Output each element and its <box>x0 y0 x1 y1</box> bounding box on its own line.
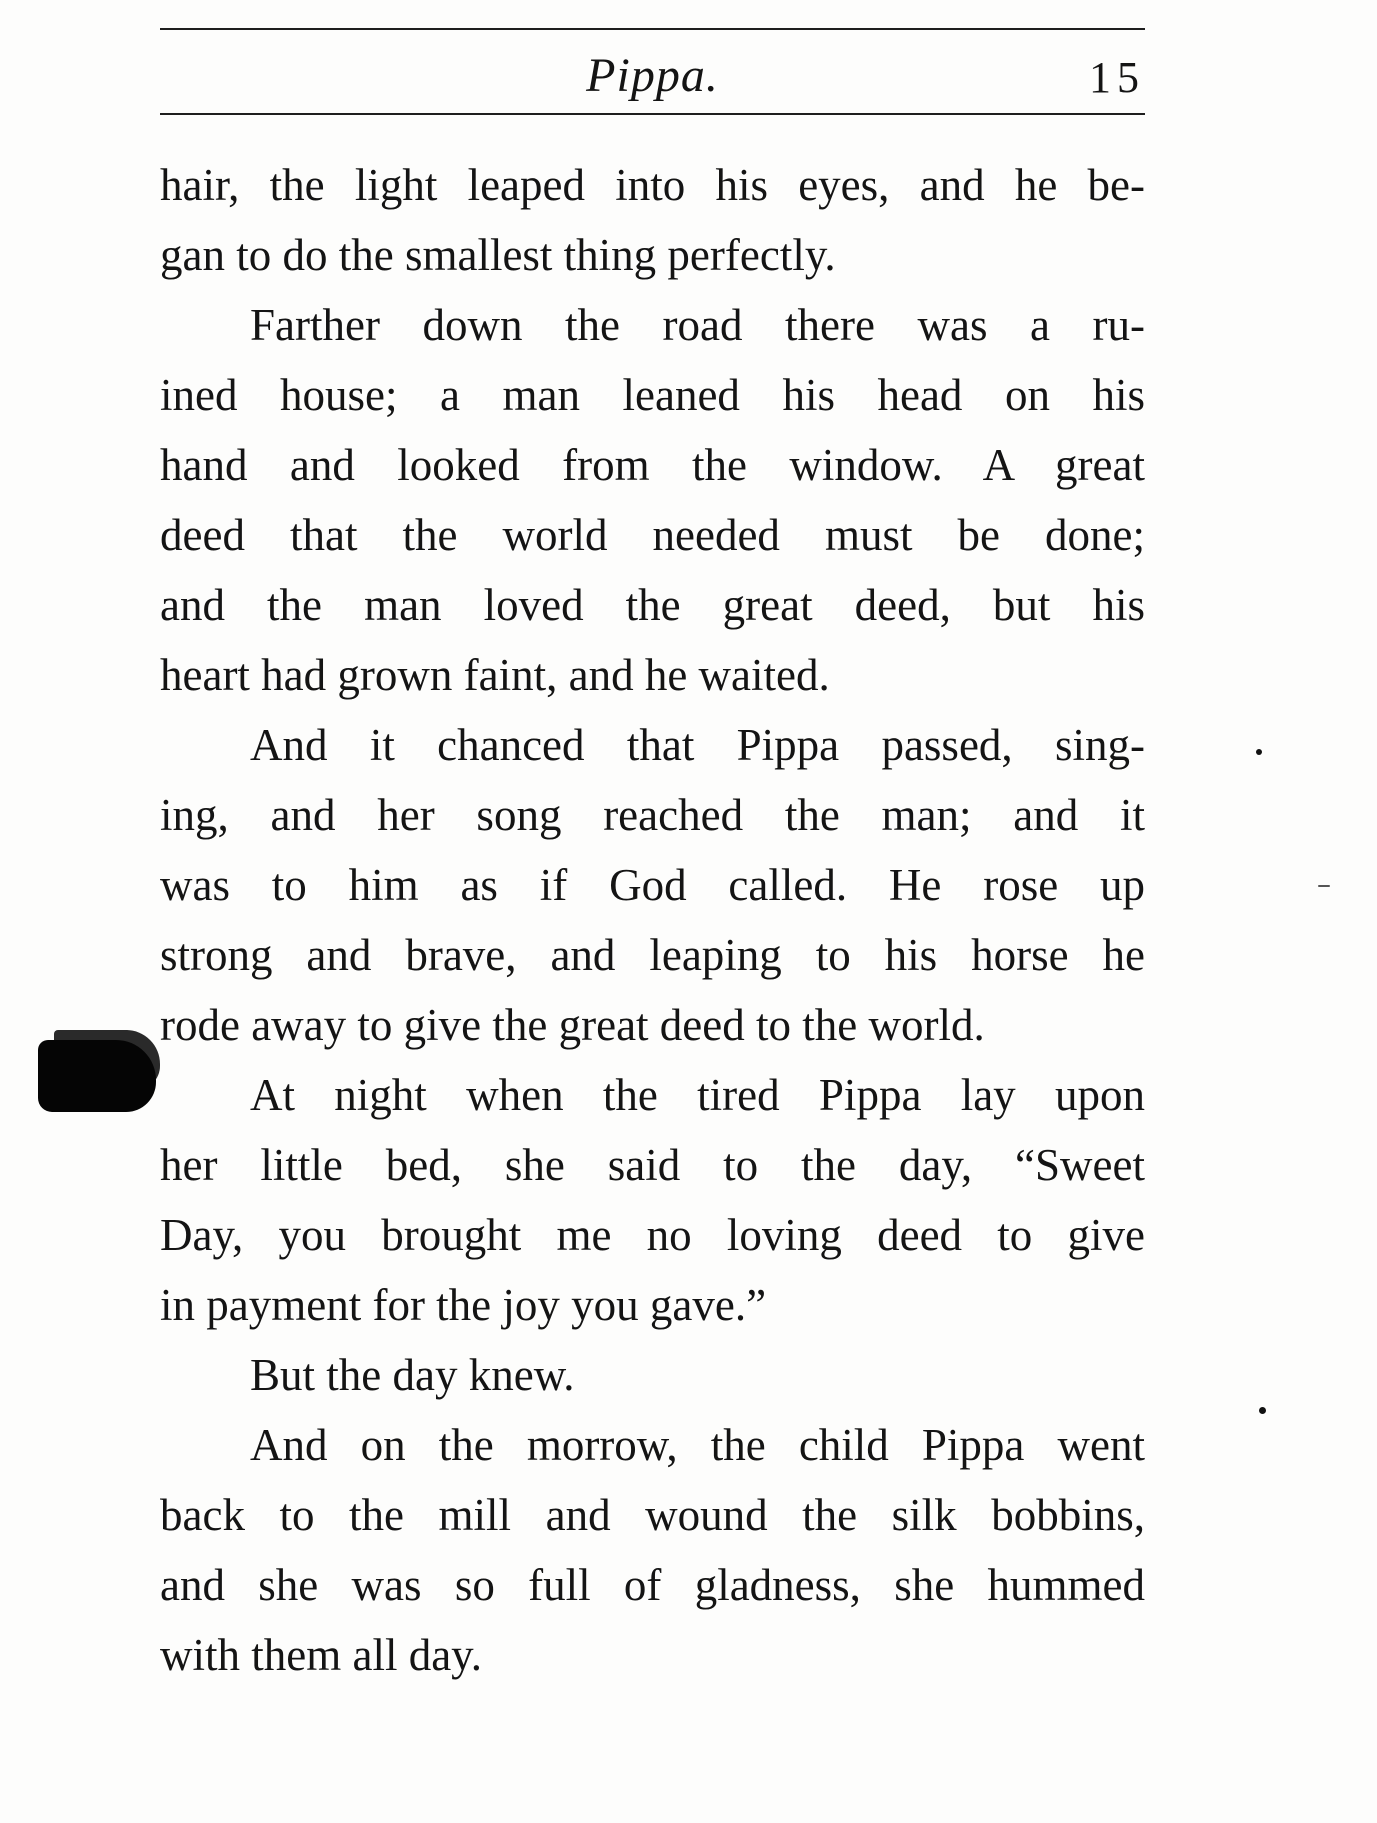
scan-speck <box>1259 1407 1266 1414</box>
text-line: was to him as if God called. He rose up <box>160 860 1145 910</box>
text-line: ined house; a man leaned his head on his <box>160 370 1145 420</box>
text-line: ing, and her song reached the man; and it <box>160 790 1145 840</box>
scan-speck <box>1318 885 1330 887</box>
paragraph <box>160 710 1145 1060</box>
paragraph <box>160 150 1145 290</box>
text-line: And it chanced that Pippa passed, sing- <box>250 720 1145 770</box>
text-line: rode away to give the great deed to the world. <box>160 1000 985 1050</box>
running-head-title: Pippa. <box>586 49 719 102</box>
paragraph <box>160 1060 1145 1340</box>
text-line: strong and brave, and leaping to his horse he <box>160 930 1145 980</box>
text-line: with them all day. <box>160 1630 483 1680</box>
text-line: in payment for the joy you gave.” <box>160 1280 767 1330</box>
text-line: gan to do the smallest thing perfectly. <box>160 230 836 280</box>
body-text <box>160 150 1145 1690</box>
text-line: At night when the tired Pippa lay upon <box>250 1070 1145 1120</box>
paragraph <box>160 1410 1145 1690</box>
text-line: But the day knew. <box>250 1350 575 1400</box>
text-line: deed that the world needed must be done; <box>160 510 1145 560</box>
text-line: Day, you brought me no loving deed to give <box>160 1210 1145 1260</box>
text-line: heart had grown faint, and he waited. <box>160 650 830 700</box>
header-bottom-rule <box>160 113 1145 115</box>
text-line: hand and looked from the window. A great <box>160 440 1145 490</box>
scan-speck <box>1256 749 1262 755</box>
header-top-rule <box>160 28 1145 30</box>
paragraph <box>160 1340 1145 1410</box>
ink-blot-mark <box>38 1040 156 1112</box>
text-line: and she was so full of gladness, she hummed <box>160 1560 1145 1610</box>
text-line: Farther down the road there was a ru- <box>250 300 1145 350</box>
page-number: 15 <box>1089 53 1145 102</box>
text-line: her little bed, she said to the day, “Sweet <box>160 1140 1145 1190</box>
paragraph <box>160 290 1145 710</box>
text-line: And on the morrow, the child Pippa went <box>250 1420 1145 1470</box>
text-line: and the man loved the great deed, but his <box>160 580 1145 630</box>
text-line: hair, the light leaped into his eyes, and he be- <box>160 160 1145 210</box>
text-line: back to the mill and wound the silk bobbins, <box>160 1490 1145 1540</box>
